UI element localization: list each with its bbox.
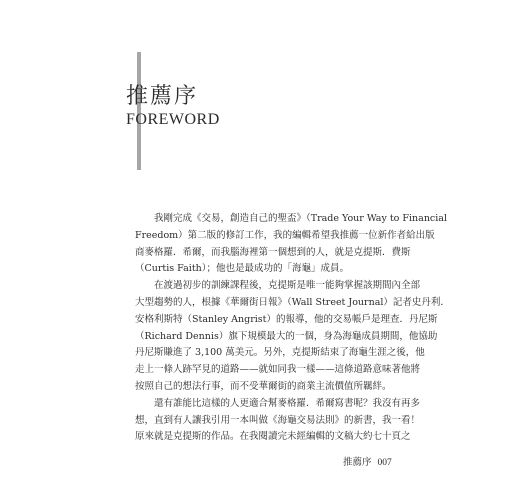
body-line: 還有誰能比這樣的人更適合幫麥格羅．希爾寫書呢？我沒有再多 bbox=[154, 397, 421, 409]
foreword-body-text bbox=[135, 211, 450, 446]
body-line: （Richard Dennis）旗下規模最大的一個，身為海龜成員期間，他協助 bbox=[135, 330, 438, 342]
title-chinese: 推薦序 bbox=[126, 84, 199, 109]
body-line: 我剛完成《交易，創造自己的聖盃》（Trade Your Way to Financial bbox=[154, 213, 447, 224]
page-footer bbox=[343, 454, 392, 468]
body-line: 丹尼斯賺進了 3,100 萬美元。另外，克提斯結束了海龜生涯之後，他 bbox=[135, 347, 425, 359]
body-line: 安格利斯特（Stanley Angrist）的報導，他的交易帳戶是理查．丹尼斯 bbox=[135, 313, 438, 325]
body-line: 原來就是克提斯的作品。在我閱讀完未經編輯的文稿大約七十頁之 bbox=[135, 431, 411, 443]
footer-section-label: 推薦序 bbox=[343, 457, 372, 468]
page-number: 007 bbox=[377, 458, 392, 468]
title-english: FOREWORD bbox=[126, 111, 220, 128]
body-line: 在渡過初步的訓練課程後，克提斯是唯一能夠掌握該期間內全部 bbox=[154, 280, 421, 292]
body-line: 走上一條人跡罕見的道路——就如同我一樣——這條道路意味著他將 bbox=[135, 364, 421, 376]
body-line: 商麥格羅．希爾，而我腦海裡第一個想到的人，就是克提斯．費斯 bbox=[135, 246, 411, 258]
foreword-heading bbox=[126, 84, 220, 130]
body-line: 想，直到有人讓我引用一本叫做《海龜交易法則》的新書，我一看！ bbox=[135, 414, 421, 426]
body-line: 按照自己的想法行事，而不受華爾街的商業主流價值所羈絆。 bbox=[135, 380, 392, 392]
body-line: Freedom）第二版的修訂工作，我的編輯希望我推薦一位新作者給出版 bbox=[135, 229, 435, 241]
body-line: 大型趨勢的人，根據《華爾街日報》（Wall Street Journal）記者史丹利． bbox=[135, 296, 450, 308]
body-line: （Curtis Faith）；他也是最成功的「海龜」成員。 bbox=[135, 263, 350, 275]
